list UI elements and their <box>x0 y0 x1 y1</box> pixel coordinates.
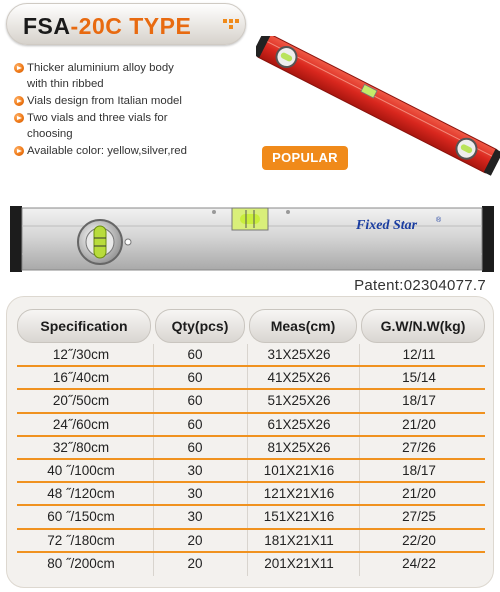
cell-weight: 27/25 <box>402 509 436 525</box>
cell-meas: 201X21X11 <box>264 555 334 571</box>
feature-item <box>14 143 246 159</box>
feature-list <box>14 60 246 160</box>
feature-text: Vials design from Italian model <box>27 95 182 107</box>
cell-spec: 16˝/40cm <box>52 370 110 386</box>
bullet-arrow-icon <box>14 96 24 106</box>
table-row <box>7 437 495 460</box>
cell-weight: 21/20 <box>402 486 436 502</box>
cell-qty: 60 <box>187 393 203 409</box>
cell-meas: 101X21X16 <box>263 462 335 478</box>
cell-meas: 121X21X16 <box>263 486 335 502</box>
feature-text: Two vials and three vials for <box>27 112 168 124</box>
cell-meas: 31X25X26 <box>267 347 331 362</box>
cell-qty: 20 <box>187 555 203 571</box>
cell-meas: 181X21X11 <box>264 532 334 548</box>
table-row <box>7 414 495 437</box>
table-row <box>7 553 495 576</box>
cell-meas: 81X25X26 <box>267 439 331 455</box>
brand-name: Fixed Star <box>356 218 418 233</box>
cell-qty: 20 <box>187 532 203 548</box>
header-specification: Specification <box>17 309 151 343</box>
table-row <box>7 390 495 413</box>
title-banner <box>6 3 246 45</box>
table-header <box>17 309 485 343</box>
bullet-arrow-icon <box>14 63 24 73</box>
feature-item <box>14 110 246 142</box>
feature-item <box>14 60 246 92</box>
table-row <box>7 506 495 529</box>
decorative-squares-icon <box>223 19 239 31</box>
cell-spec: 20˝/50cm <box>52 393 110 409</box>
cell-qty: 30 <box>187 509 203 525</box>
table-row <box>7 367 495 390</box>
table-row <box>7 530 495 553</box>
popular-badge: POPULAR <box>262 146 348 170</box>
cell-qty: 60 <box>187 347 203 362</box>
page-title <box>23 13 191 40</box>
silver-spirit-level-image <box>10 204 494 274</box>
cell-meas: 41X25X26 <box>267 370 331 386</box>
bullet-arrow-icon <box>14 113 24 123</box>
patent-number: Patent:02304077.7 <box>354 277 486 294</box>
bullet-arrow-icon <box>14 146 24 156</box>
feature-item <box>14 93 246 109</box>
cell-qty: 30 <box>187 486 203 502</box>
header-measurement: Meas(cm) <box>249 309 357 343</box>
cell-meas: 151X21X16 <box>263 509 335 525</box>
table-body <box>7 344 495 576</box>
cell-qty: 60 <box>187 370 203 386</box>
table-row <box>7 483 495 506</box>
table-row <box>7 344 495 367</box>
cell-qty: 30 <box>187 462 203 478</box>
header-weight: G.W/N.W(kg) <box>361 309 485 343</box>
cell-weight: 27/26 <box>402 439 436 455</box>
feature-text: Thicker aluminium alloy body <box>27 62 174 74</box>
cell-weight: 22/20 <box>402 532 436 548</box>
header-quantity: Qty(pcs) <box>155 309 245 343</box>
cell-qty: 60 <box>187 416 203 432</box>
cell-spec: 40 ˝/100cm <box>47 462 115 478</box>
cell-spec: 80 ˝/200cm <box>47 555 115 571</box>
cell-qty: 60 <box>187 439 203 455</box>
cell-weight: 24/22 <box>402 555 436 571</box>
cell-spec: 72 ˝/180cm <box>47 532 115 548</box>
cell-weight: 18/17 <box>402 462 436 478</box>
feature-text: with thin ribbed <box>27 78 104 90</box>
title-model: FSA <box>23 13 71 39</box>
spec-table <box>6 296 494 588</box>
table-row <box>7 460 495 483</box>
cell-spec: 60 ˝/150cm <box>47 509 115 525</box>
feature-text: choosing <box>27 128 73 140</box>
cell-spec: 24˝/60cm <box>52 416 110 432</box>
cell-weight: 15/14 <box>402 370 436 386</box>
cell-meas: 51X25X26 <box>267 393 331 409</box>
feature-text: Available color: yellow,silver,red <box>27 145 187 157</box>
cell-weight: 21/20 <box>402 416 436 432</box>
cell-spec: 48 ˝/120cm <box>47 486 115 502</box>
title-type: TYPE <box>129 13 192 39</box>
cell-weight: 18/17 <box>402 393 436 409</box>
cell-weight: 12/11 <box>402 347 436 362</box>
title-model-number: -20C <box>70 13 123 39</box>
brand-registered-mark: ® <box>436 217 442 224</box>
cell-spec: 32˝/80cm <box>52 439 110 455</box>
cell-spec: 12˝/30cm <box>52 347 110 362</box>
cell-meas: 61X25X26 <box>267 416 331 432</box>
